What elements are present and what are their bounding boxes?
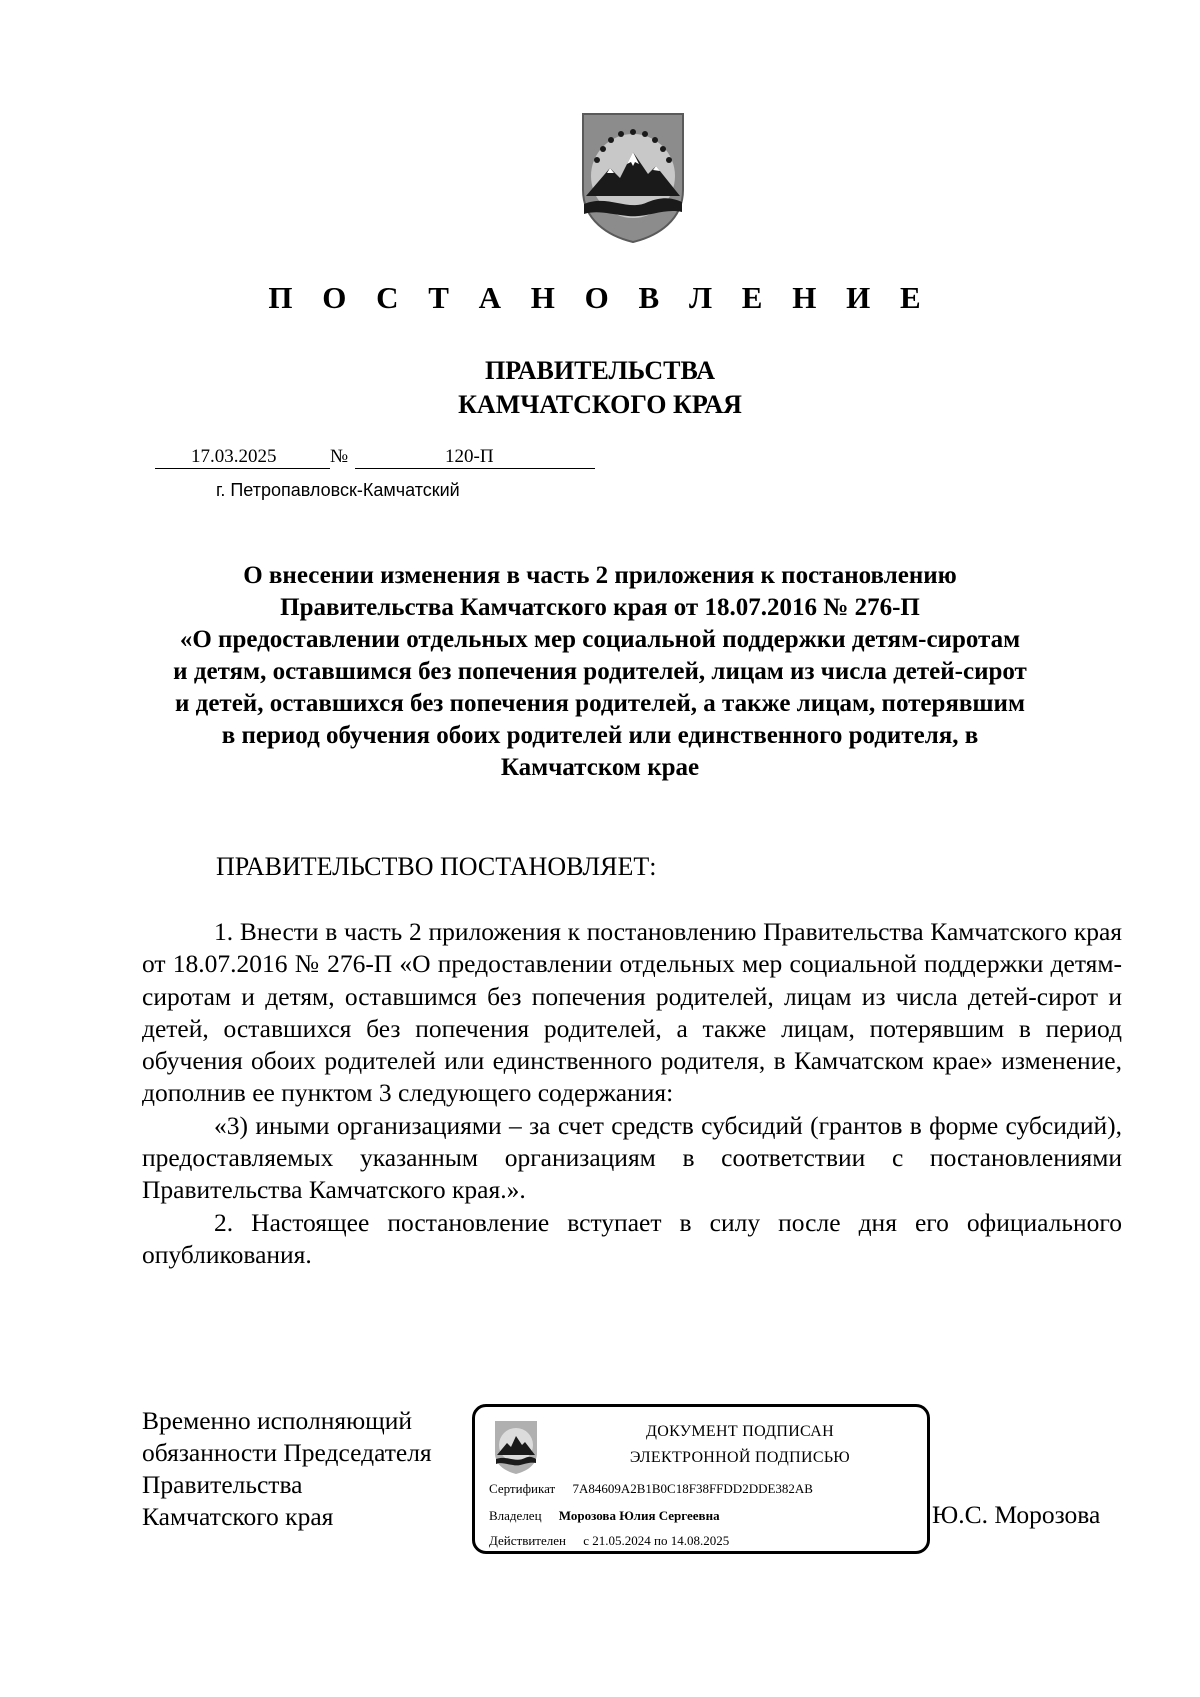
authority-line-1: ПРАВИТЕЛЬСТВА (485, 356, 715, 385)
paragraph-3: 2. Настоящее постановление вступает в силу после дня его официального опубликования. (142, 1207, 1122, 1269)
signer-line: Камчатского края (142, 1502, 334, 1531)
number-sign: № (330, 446, 349, 467)
owner-label: Владелец (489, 1508, 542, 1523)
validity-row (489, 1533, 729, 1549)
stamp-title-line-2: ЭЛЕКТРОННОЙ ПОДПИСЬЮ (629, 1449, 851, 1466)
document-date: 17.03.2025 (191, 446, 277, 467)
signer-line: Правительства (142, 1470, 303, 1499)
paragraph-2: «3) иными организациями – за счет средств субсидий (грантов в форме субсидий), предоставляемых указанным организациям в соответствии с постановлениями Правительства Камчатского края.». (142, 1110, 1122, 1205)
validity-value: с 21.05.2024 по 14.08.2025 (583, 1533, 730, 1548)
certificate-value: 7A84609A2B1B0C18F38FFDD2DDE382AB (572, 1481, 813, 1496)
document-number: 120-П (445, 446, 494, 467)
stamp-title (555, 1419, 925, 1471)
subject-line: Правительства Камчатского края от 18.07.2016 № 276-П (280, 594, 920, 621)
number-underline (355, 468, 595, 469)
certificate-label: Сертификат (489, 1481, 556, 1496)
subject-line: в период обучения обоих родителей или единственного родителя, в (221, 722, 979, 749)
stamp-title-line-1: ДОКУМЕНТ ПОДПИСАН (646, 1423, 834, 1440)
subject-line: и детям, оставшимся без попечения родителей, лицам из числа детей-сирот (173, 658, 1027, 685)
date-number-row (155, 446, 595, 470)
signer-position (142, 1405, 432, 1533)
signer-line: Временно исполняющий (142, 1406, 413, 1435)
subject-line: и детей, оставшихся без попечения родителей, а также лицам, потерявшим (175, 690, 1025, 717)
issuing-authority (0, 354, 1200, 422)
subject-line: О внесении изменения в часть 2 приложения к постановлению (243, 562, 957, 589)
document-type-title: П О С Т А Н О В Л Е Н И Е (268, 280, 932, 315)
kamchatka-emblem-icon (493, 1419, 539, 1475)
resolution-body (142, 916, 1122, 1271)
signer-line: обязанности Председателя (142, 1438, 432, 1467)
date-underline (155, 468, 330, 469)
electronic-signature-stamp (472, 1404, 930, 1554)
paragraph-1: 1. Внести в часть 2 приложения к постановлению Правительства Камчатского края от 18.07.2016 № 276-П «О предоставлении отдельных мер социальной поддержки детям-сиротам и детям, оставшимся без попечения родителей, лицам из числа детей-сирот и детей, оставшихся без попечения родителей, а также лицам, потерявшим в период обучения обоих родителей или единственного родителя, в Камчатском крае» изменение, дополнив ее пунктом 3 следующего содержания: (142, 917, 1122, 1108)
subject-line: «О предоставлении отдельных мер социальной поддержки детям-сиротам (179, 626, 1021, 653)
kamchatka-coat-of-arms-icon (578, 112, 688, 244)
owner-row (489, 1508, 720, 1524)
certificate-row (489, 1481, 813, 1497)
document-subject (140, 560, 1060, 784)
subject-line: Камчатском крае (500, 754, 700, 781)
owner-value: Морозова Юлия Сергеевна (558, 1508, 720, 1523)
issue-city: г. Петропавловск-Камчатский (216, 480, 460, 500)
validity-label: Действителен (489, 1533, 566, 1548)
signer-name: Ю.С. Морозова (932, 1500, 1101, 1529)
authority-line-2: КАМЧАТСКОГО КРАЯ (458, 390, 742, 419)
resolution-heading: ПРАВИТЕЛЬСТВО ПОСТАНОВЛЯЕТ: (216, 852, 657, 881)
